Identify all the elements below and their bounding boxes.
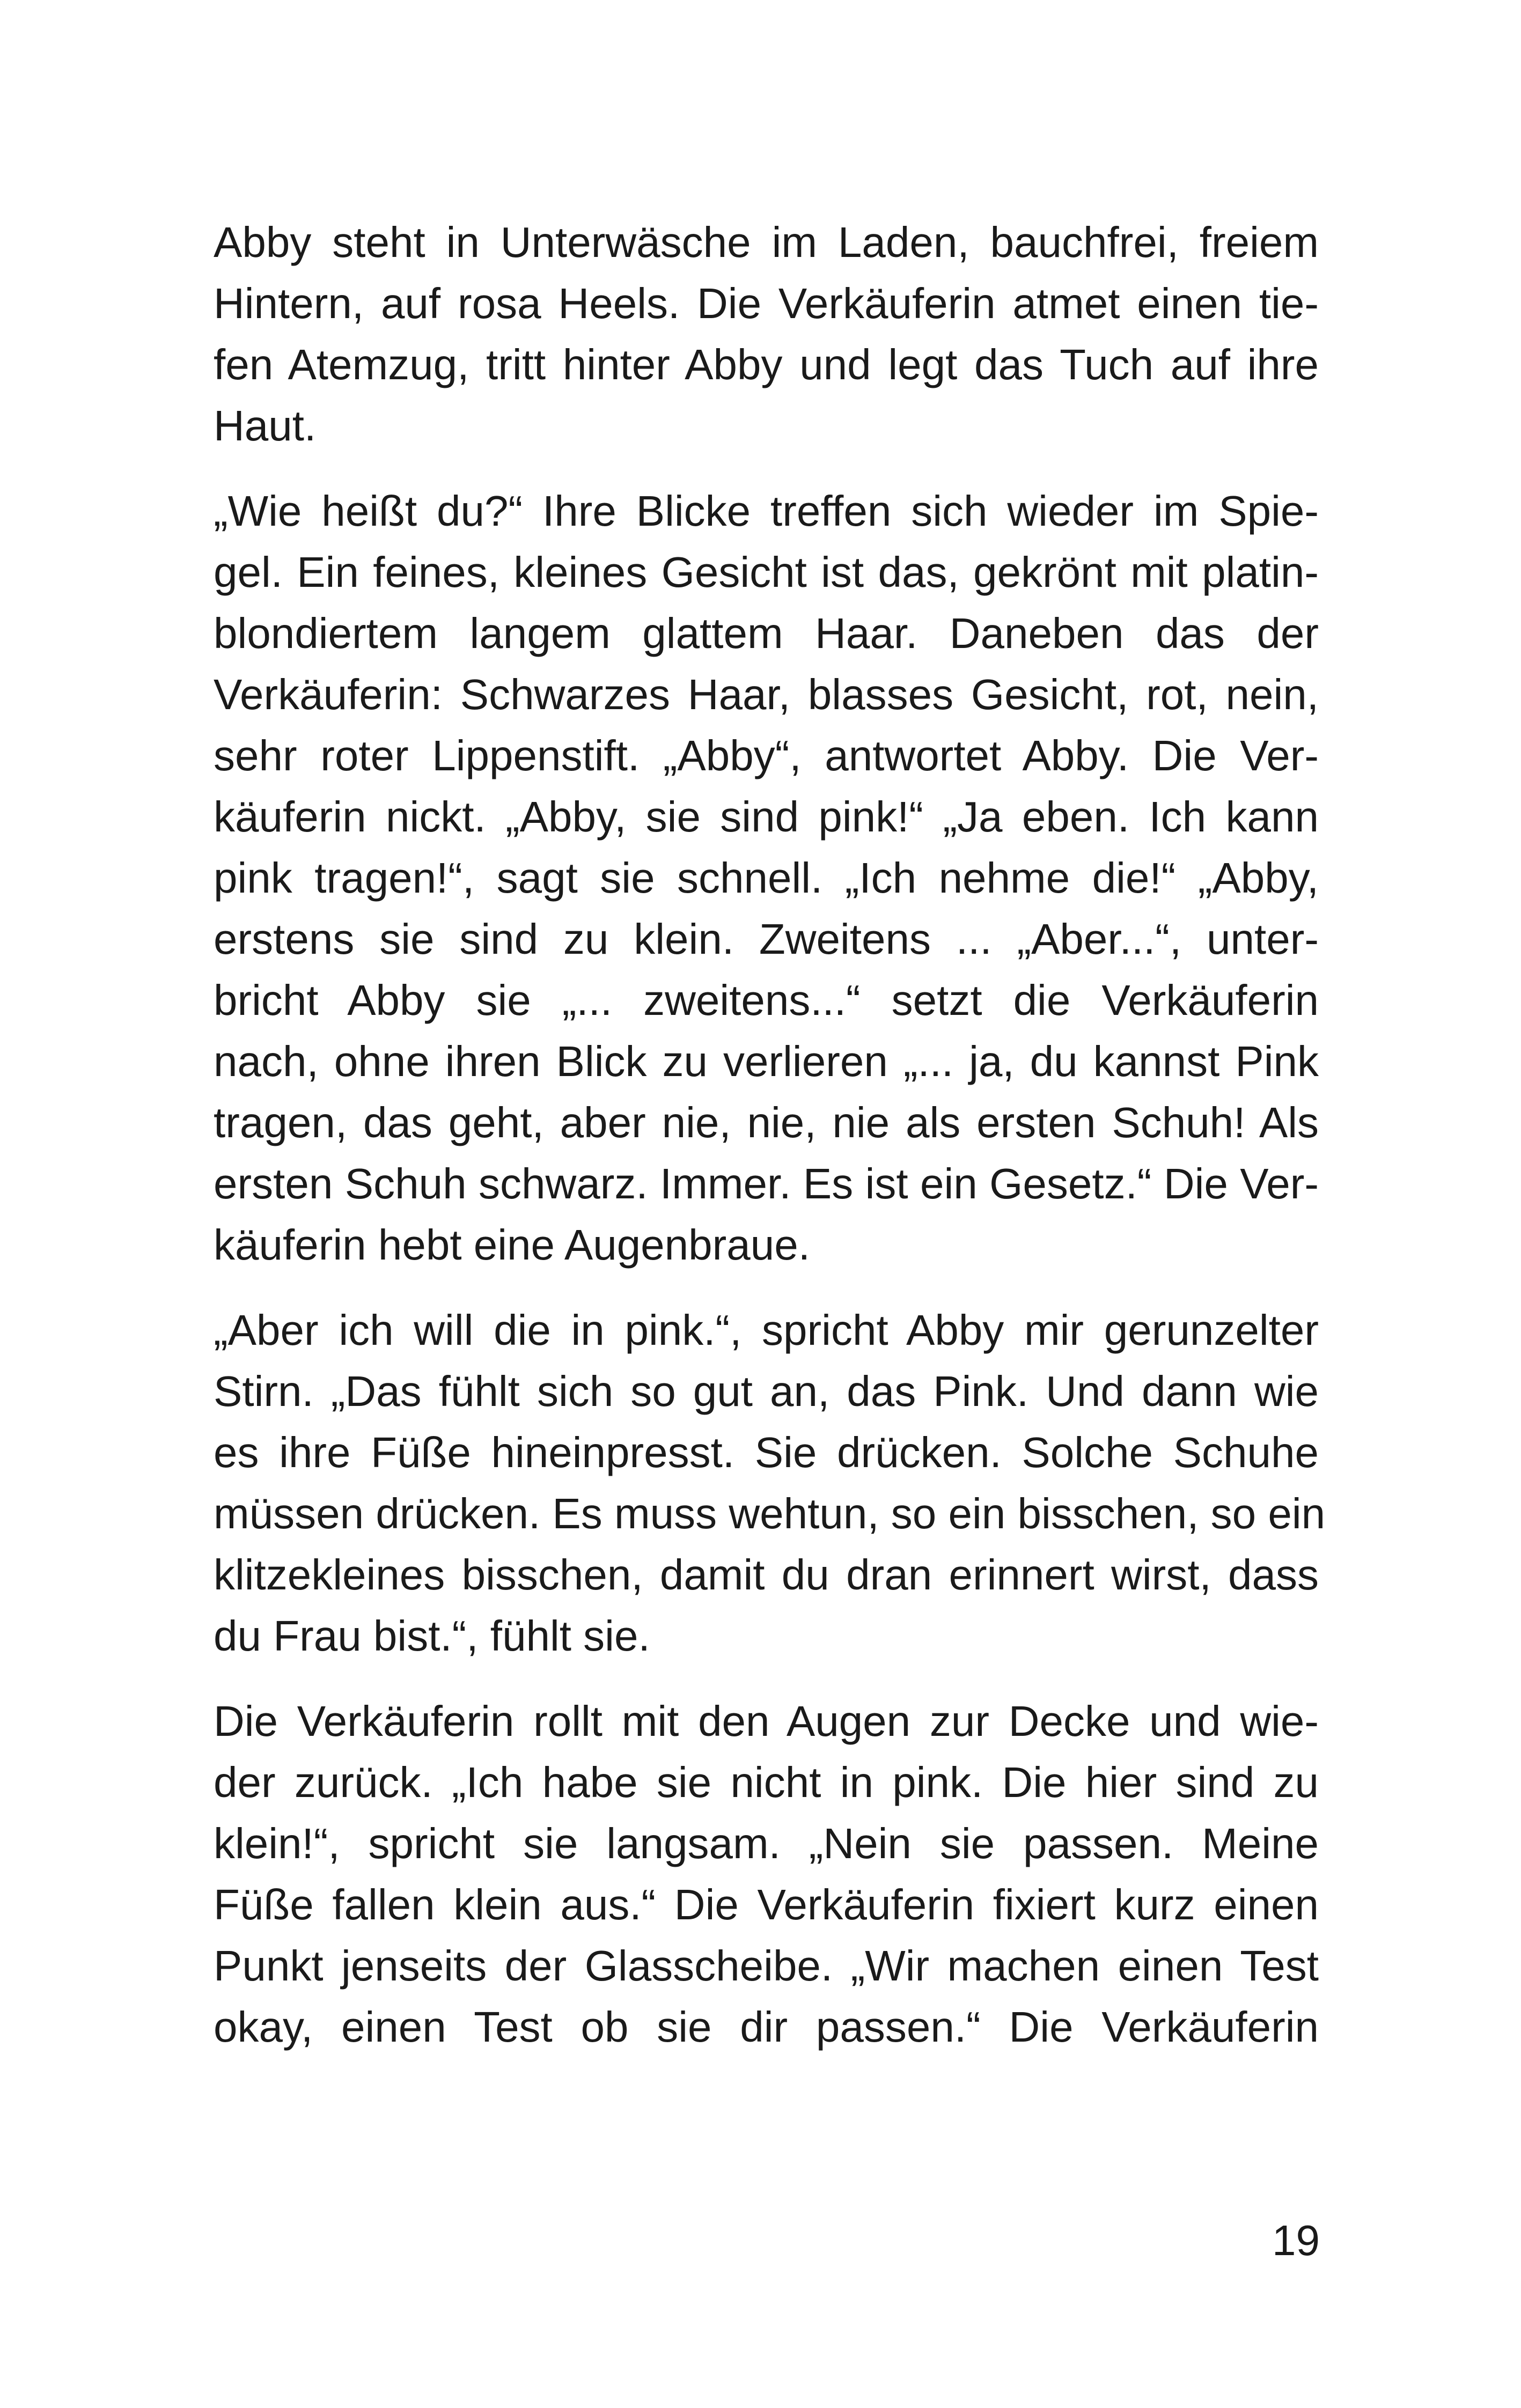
text-line: fen Atemzug, tritt hinter Abby und legt das Tuch auf ihre — [214, 341, 1319, 388]
text-line: klitzekleines bisschen, damit du dran erinnert wirst, dass — [214, 1551, 1319, 1599]
text-line: erstens sie sind zu klein. Zweitens ... „Aber...“, unter- — [214, 915, 1319, 963]
text-line: Verkäuferin: Schwarzes Haar, blasses Gesicht, rot, nein, — [214, 671, 1319, 718]
text-line: gel. Ein feines, kleines Gesicht ist das, gekrönt mit platin- — [214, 548, 1319, 596]
text-line: klein!“, spricht sie langsam. „Nein sie passen. Meine — [214, 1820, 1319, 1867]
text-line: „Aber ich will die in pink.“, spricht Abby mir gerunzelter — [214, 1306, 1319, 1354]
text-line: Die Verkäuferin rollt mit den Augen zur Decke und wie- — [214, 1697, 1319, 1745]
body-text — [214, 212, 1326, 2082]
paragraph — [214, 1691, 1319, 2058]
text-line: okay, einen Test ob sie dir passen.“ Die Verkäuferin — [214, 2003, 1319, 2051]
text-line: Füße fallen klein aus.“ Die Verkäuferin fixiert kurz einen — [214, 1881, 1319, 1928]
text-line: käuferin hebt eine Augenbraue. — [214, 1221, 810, 1269]
text-line: tragen, das geht, aber nie, nie, nie als ersten Schuh! Als — [214, 1099, 1319, 1146]
text-line: pink tragen!“, sagt sie schnell. „Ich nehme die!“ „Abby, — [214, 854, 1319, 902]
text-line: Hintern, auf rosa Heels. Die Verkäuferin atmet einen tie- — [214, 279, 1319, 327]
text-line: ersten Schuh schwarz. Immer. Es ist ein Gesetz.“ Die Ver- — [214, 1160, 1319, 1207]
text-line: Haut. — [214, 402, 317, 450]
paragraph — [214, 212, 1319, 456]
page-number: 19 — [1272, 2216, 1320, 2264]
text-line: sehr roter Lippenstift. „Abby“, antwortet Abby. Die Ver- — [214, 732, 1319, 779]
text-line: du Frau bist.“, fühlt sie. — [214, 1612, 650, 1660]
text-line: käuferin nickt. „Abby, sie sind pink!“ „Ja eben. Ich kann — [214, 793, 1319, 841]
text-line: nach, ohne ihren Blick zu verlieren „... ja, du kannst Pink — [214, 1037, 1319, 1085]
text-line: müssen drücken. Es muss wehtun, so ein bisschen, so ein — [214, 1490, 1326, 1537]
paragraph — [214, 481, 1319, 1276]
paragraph — [214, 1300, 1326, 1667]
text-line: Abby steht in Unterwäsche im Laden, bauchfrei, freiem — [214, 218, 1319, 266]
text-line: „Wie heißt du?“ Ihre Blicke treffen sich wieder im Spie- — [214, 487, 1319, 535]
text-line: es ihre Füße hineinpresst. Sie drücken. Solche Schuhe — [214, 1428, 1319, 1476]
text-line: der zurück. „Ich habe sie nicht in pink. Die hier sind zu — [214, 1758, 1319, 1806]
text-line: blondiertem langem glattem Haar. Daneben das der — [214, 609, 1319, 657]
text-line: bricht Abby sie „... zweitens...“ setzt die Verkäuferin — [214, 976, 1319, 1024]
text-line: Stirn. „Das fühlt sich so gut an, das Pink. Und dann wie — [214, 1367, 1319, 1415]
text-line: Punkt jenseits der Glasscheibe. „Wir machen einen Test — [214, 1942, 1319, 1990]
